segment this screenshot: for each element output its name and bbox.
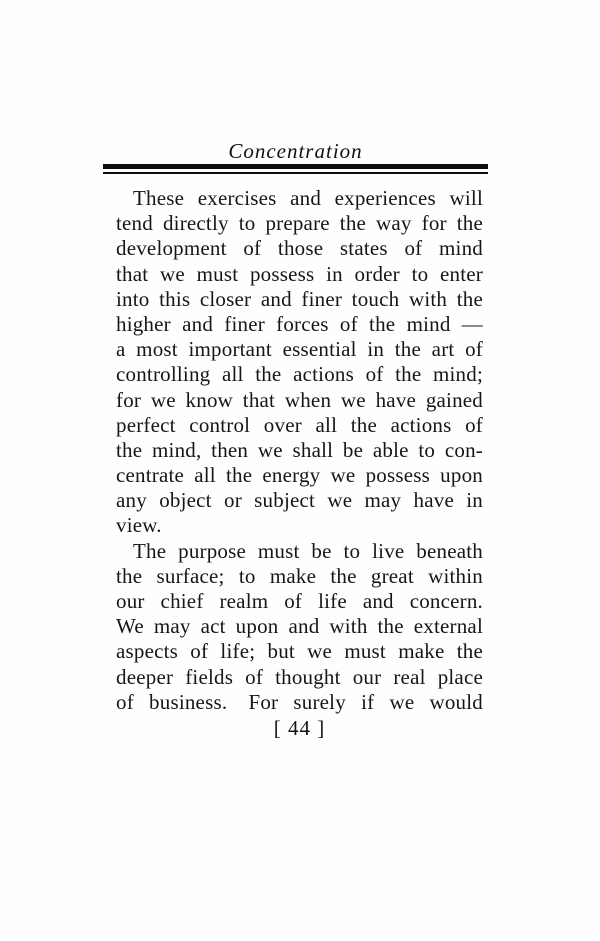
text-line: into this closer and finer touch with the	[116, 286, 483, 311]
text-line: These exercises and experiences will	[133, 186, 483, 210]
text-line: the surface; to make the great within	[116, 563, 483, 588]
text-line: We may act upon and with the external	[116, 614, 483, 639]
text-line: The purpose must be to live beneath	[133, 538, 483, 563]
text-line: development of those states of mind	[116, 236, 483, 261]
text-line: deeper fields of thought our real place	[116, 664, 483, 689]
text-line: of business. For surely if we would	[116, 689, 483, 714]
text-line: controlling all the actions of the mind;	[116, 362, 483, 387]
text-line: any object or subject we may have in	[116, 488, 483, 513]
text-line: that we must possess in order to enter	[116, 261, 483, 286]
text-line: the mind, then we shall be able to con-	[116, 437, 483, 462]
text-line: perfect control over all the actions of	[116, 412, 483, 437]
text-line: our chief realm of life and concern.	[116, 589, 483, 613]
body-text	[116, 186, 483, 715]
text-line: higher and finer forces of the mind —	[116, 311, 483, 336]
text-line: a most important essential in the art of	[116, 337, 483, 362]
text-line: aspects of life; but we must make the	[116, 639, 483, 664]
text-line: view.	[116, 513, 162, 538]
running-header: Concentration	[228, 139, 363, 163]
text-line: centrate all the energy we possess upon	[116, 463, 483, 488]
text-line: tend directly to prepare the way for the	[116, 211, 483, 236]
text-line: for we know that when we have gained	[116, 387, 483, 412]
header-rule-thick	[103, 164, 488, 169]
header-rule-thin	[103, 172, 488, 174]
page-number: [ 44 ]	[273, 716, 326, 740]
